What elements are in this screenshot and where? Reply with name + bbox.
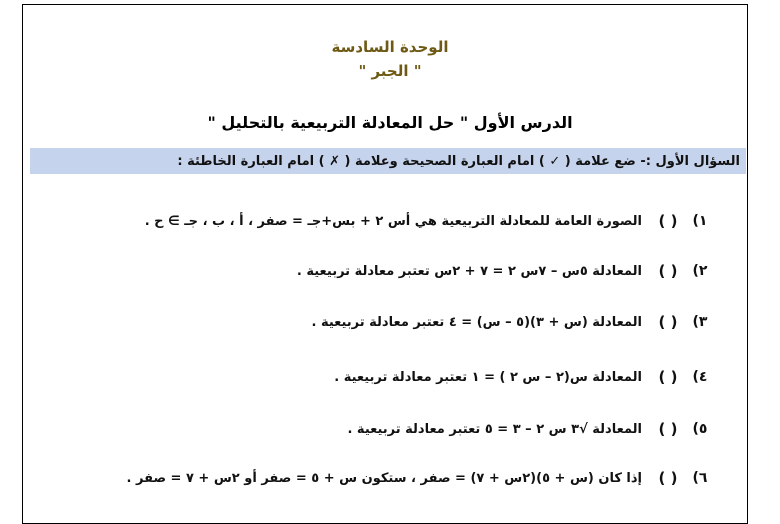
question-instruction-bar xyxy=(30,148,746,174)
item-number: ٥) xyxy=(692,421,708,437)
item-text: المعادلة س(٢ – س ٢ ) = ١ تعتبر معادلة تربيعية . xyxy=(334,369,642,385)
item-text: المعادلة (س + ٣)(٥ – س) = ٤ تعتبر معادلة تربيعية . xyxy=(311,314,642,330)
item-text: المعادلة √٣ س ٢ – ٣ = ٥ تعتبر معادلة تربيعية . xyxy=(347,421,642,437)
unit-subtitle: " الجبر " xyxy=(358,62,422,80)
answer-box[interactable]: ( ) xyxy=(658,368,678,386)
item-number: ٤) xyxy=(692,369,708,385)
item-number: ١) xyxy=(692,213,708,229)
answer-box[interactable]: ( ) xyxy=(658,469,678,487)
answer-box[interactable]: ( ) xyxy=(658,212,678,230)
item-text: إذا كان (س + ٥)(٢س + ٧) = صفر ، ستكون س + ٥ = صفر أو ٢س + ٧ = صفر . xyxy=(126,470,642,486)
answer-box[interactable]: ( ) xyxy=(658,420,678,438)
answer-box[interactable]: ( ) xyxy=(658,313,678,331)
list-item xyxy=(80,212,710,230)
list-item xyxy=(80,368,710,386)
item-number: ٣) xyxy=(692,314,708,330)
answer-box[interactable]: ( ) xyxy=(658,262,678,280)
list-item xyxy=(80,313,710,331)
list-item xyxy=(80,469,710,487)
item-text: الصورة العامة للمعادلة التربيعية هي أس ٢ + بس+جـ = صفر ، أ ، ب ، جـ ∋ ح . xyxy=(144,213,642,229)
question-instruction: السؤال الأول :- ضع علامة ( ✓ ) امام العبارة الصحيحة وعلامة ( ✗ ) امام العبارة الخاطئة : xyxy=(177,153,740,169)
list-item xyxy=(80,420,710,438)
item-number: ٦) xyxy=(692,470,708,486)
lesson-title: الدرس الأول " حل المعادلة التربيعية بالتحليل " xyxy=(207,113,573,132)
item-text: المعادلة ٥س – ٧س ٢ = ٧ + ٢س تعتبر معادلة تربيعية . xyxy=(296,263,642,279)
item-number: ٢) xyxy=(692,263,708,279)
list-item xyxy=(80,262,710,280)
unit-title: الوحدة السادسة xyxy=(331,38,449,56)
